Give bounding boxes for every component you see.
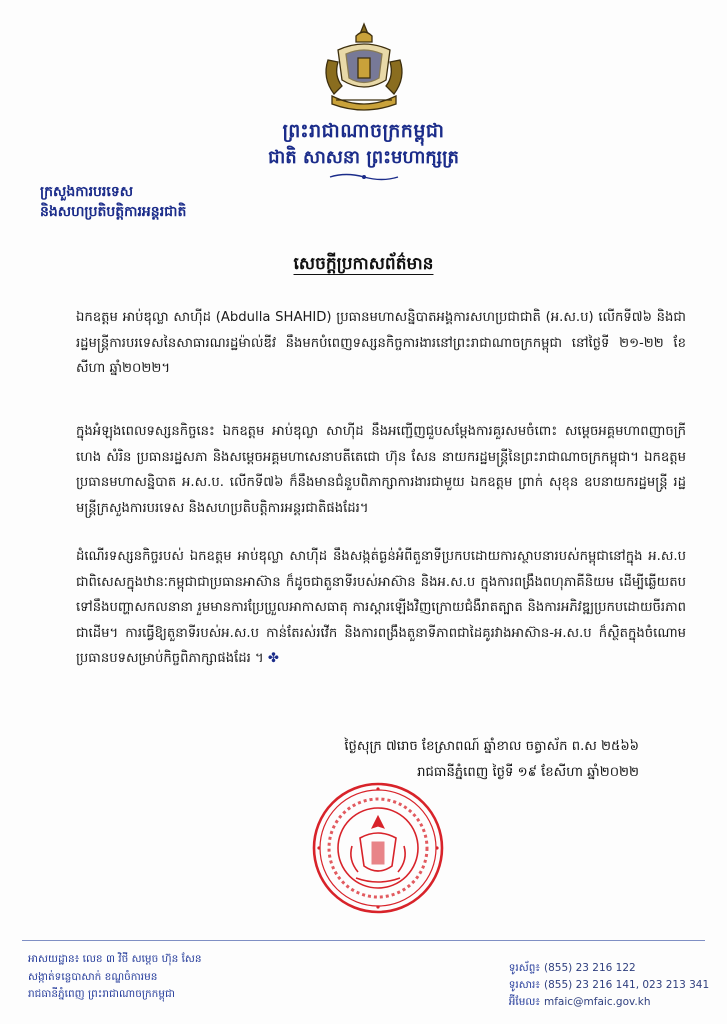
- place-date-line: រាជធានីភ្នំពេញ ថ្ងៃទី ១៩ ខែសីហា ឆ្នាំ២០២២: [417, 765, 639, 780]
- footer-divider: [22, 940, 705, 941]
- body-paragraph-3: [76, 544, 686, 672]
- footer-phone: [496, 962, 636, 977]
- body-paragraph-2: ក្នុងអំឡុងពេលទស្សនកិច្ចនេះ ឯកឧត្តម អាប់ឌុល្លា សាហ៊ីដ នឹងអញ្ជើញជួបសម្តែងការគួរសមចំពោះ សម្តេចអគ្គមហាពញាចក្រី ហេង សំរិន ប្រធានរដ្ឋសភា និងសម្តេចអគ្គមហាសេនាបតីតេជោ ហ៊ុន សែន នាយករដ្ឋមន្ត្រីនៃព្រះរាជាណាចក្រកម្ពុជា។ ឯកឧត្តមប្រធានមហាសន្និបាត អ.ស.ប. លើកទី៧៦ ក៏នឹងមានជំនួបពិភាក្សាការងារជាមួយ ឯកឧត្តម ព្រាក់ សុខុន ឧបនាយករដ្ឋមន្ត្រី រដ្ឋមន្ត្រីក្រសួងការបរទេស និងសហប្រតិបត្តិការអន្តរជាតិផងដែរ។: [76, 424, 686, 516]
- footer-fax: [496, 979, 709, 994]
- phone-label: ទូរស័ព្ទ៖: [508, 962, 540, 974]
- email-label: អ៊ីមែល៖: [508, 996, 540, 1008]
- kingdom-title: ព្រះរាជាណាចក្រកម្ពុជា: [282, 120, 445, 142]
- national-motto: ជាតិ សាសនា ព្រះមហាក្សត្រ: [268, 147, 459, 168]
- body-paragraph-1: ឯកឧត្តម អាប់ឌុល្លា សាហ៊ីដ (Abdulla SHAHID) ប្រធានមហាសន្និបាតអង្គការសហប្រជាជាតិ (អ.ស.ប) លើកទី៧៦ និងជារដ្ឋមន្ត្រីការបរទេសនៃសាធារណរដ្ឋម៉ាល់ឌីវ នឹងមកបំពេញទស្សនកិច្ចការងារនៅព្រះរាជាណាចក្រកម្ពុជា នៅថ្ងៃទី ២១-២២ ខែសីហា ឆ្នាំ២០២២។: [76, 310, 686, 377]
- footer-address-line3: រាជធានីភ្នំពេញ ព្រះរាជាណាចក្រកម្ពុជា: [28, 988, 175, 1000]
- decorative-ornament-icon: [328, 172, 400, 182]
- ministry-name-line1: ក្រសួងការបរទេស: [40, 184, 134, 200]
- phone-value: (855) 23 216 122: [544, 962, 636, 974]
- ministry-name-line2: និងសហប្រតិបត្តិការអន្តរជាតិ: [40, 204, 187, 220]
- end-mark-icon: ✤: [267, 651, 279, 667]
- footer-address-line2: សង្កាត់ទន្លេបាសាក់ ខណ្ឌចំការមន: [28, 971, 158, 983]
- royal-coat-of-arms-icon: [316, 20, 412, 116]
- fax-label: ទូរសារ៖: [508, 979, 540, 991]
- paragraph-3-text: ដំណើរទស្សនកិច្ចរបស់ ឯកឧត្តម អាប់ឌុល្លា សាហ៊ីដ នឹងសង្កត់ធ្ងន់អំពីតួនាទីប្រកបដោយការស្ថាបនារបស់កម្ពុជានៅក្នុង អ.ស.ប ជាពិសេសក្នុងឋានៈកម្ពុជាជាប្រធានអាស៊ាន ក៏ដូចជាតួនាទីរបស់អាស៊ាន និងអ.ស.ប ក្នុងការពង្រឹងពហុភាគីនិយម ដើម្បីឆ្លើយតបទៅនឹងបញ្ហាសកលនានា រួមមានការប្រែប្រួលអាកាសធាតុ ការស្តារឡើងវិញក្រោយជំងឺរាតត្បាត និងការអភិវឌ្ឍប្រកបដោយចីរភាព ជាដើម។ ការធ្វើឱ្យតួនាទីរបស់អ.ស.ប កាន់តែរស់រវើក និងការពង្រឹងតួនាទីភាពជាដៃគូរវាងអាស៊ាន-អ.ស.ប ក៏ស្ថិតក្នុងចំណោមប្រធានបទសម្រាប់កិច្ចពិភាក្សាផងដែរ ។: [76, 549, 686, 667]
- lunar-date-line: ថ្ងៃសុក្រ ៧រោច ខែស្រាពណ៍ ឆ្នាំខាល ចត្វាស័ក ព.ស ២៥៦៦: [344, 739, 639, 754]
- press-release-title: សេចក្តីប្រកាសព័ត៌មាន: [293, 254, 434, 274]
- footer-address-line1: អាសយដ្ឋាន៖ លេខ ៣ វិថី សម្តេច ហ៊ុន សែន: [28, 953, 202, 965]
- footer-email: [496, 996, 651, 1011]
- email-value[interactable]: mfaic@mfaic.gov.kh: [544, 996, 651, 1008]
- fax-value: (855) 23 216 141, 023 213 341: [544, 979, 710, 991]
- ministry-seal-stamp-icon: [310, 780, 446, 916]
